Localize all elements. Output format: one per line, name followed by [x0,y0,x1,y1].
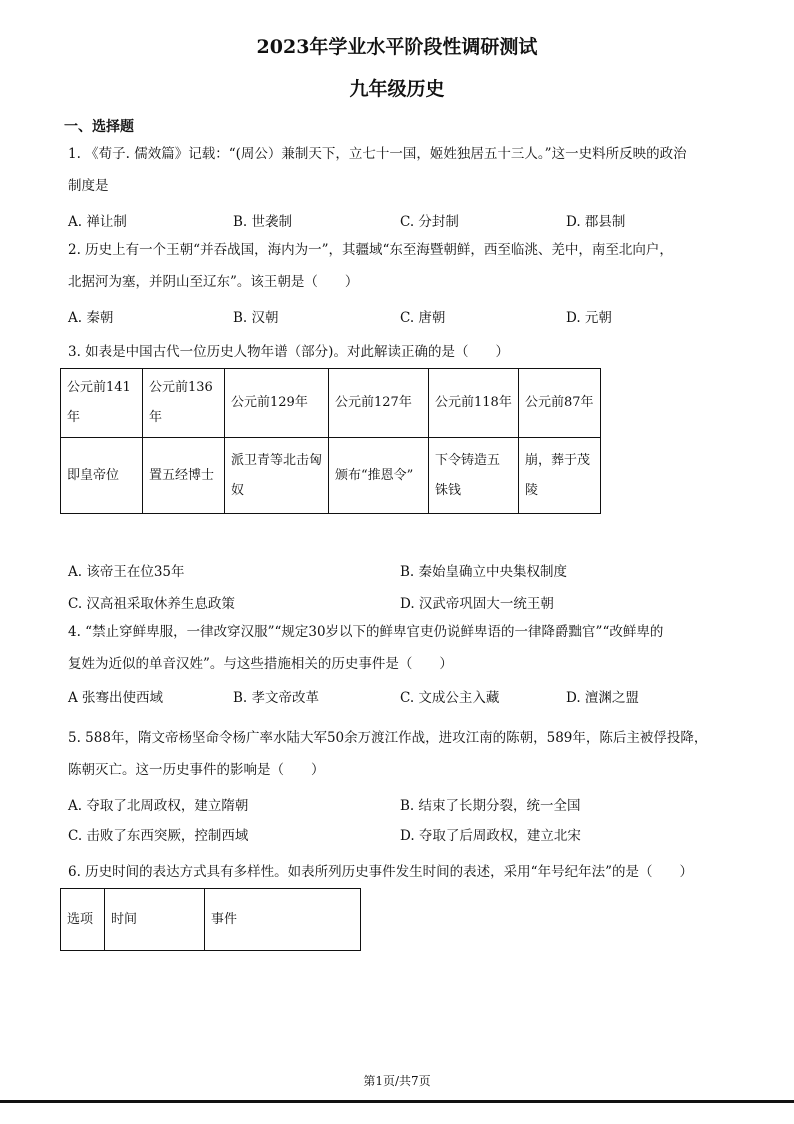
table-row [61,369,601,438]
page-number: 第1页/共7页 [363,1074,431,1088]
question-2-line-1: 2. 历史上有一个王朝“并吞战国，海内为一”，其疆域“东至海暨朝鲜，西至临洮、羌中，南至北向户， [68,242,673,258]
q3-option-a[interactable]: A. 该帝王在位35年 [68,564,185,580]
q3-option-b[interactable]: B. 秦始皇确立中央集权制度 [400,564,568,580]
chronology-table [60,368,601,514]
table-cell-event: 即皇帝位 [61,438,143,514]
bottom-rule [0,1100,794,1103]
q5-option-a[interactable]: A. 夺取了北周政权，建立隋朝 [68,798,249,814]
q2-option-a[interactable]: A. 秦朝 [68,310,114,326]
q1-option-a[interactable]: A. 禅让制 [68,214,127,230]
q3-option-d[interactable]: D. 汉武帝巩固大一统王朝 [400,596,554,612]
q2-option-c[interactable]: C. 唐朝 [400,310,446,326]
table-cell-event: 置五经博士 [143,438,225,514]
q2-option-b[interactable]: B. 汉朝 [233,310,279,326]
section-heading: 一、选择题 [64,119,134,135]
q4-option-c[interactable]: C. 文成公主入藏 [400,690,500,706]
table-header-event: 事件 [205,889,361,951]
table-cell-year: 公元前127年 [329,369,429,438]
table-row [61,438,601,514]
q1-option-d[interactable]: D. 郡县制 [566,214,626,230]
question-6-line-1: 6. 历史时间的表达方式具有多样性。如表所列历史事件发生时间的表述，采用“年号纪年法”的是（ ） [68,864,693,880]
q5-option-b[interactable]: B. 结束了长期分裂，统一全国 [400,798,581,814]
question-5-line-2: 陈朝灭亡。这一历史事件的影响是（ ） [68,762,325,778]
question-4-line-1: 4. “禁止穿鲜卑服，一律改穿汉服”“规定30岁以下的鲜卑官吏仍说鲜卑语的一律降爵黜官”“改鲜卑的 [68,624,664,640]
table-cell-event: 派卫青等北击匈奴 [225,438,329,514]
table-cell-year: 公元前87年 [519,369,601,438]
table-cell-event: 崩，葬于茂陵 [519,438,601,514]
q4-option-a[interactable]: A 张骞出使西域 [68,690,164,706]
q4-option-b[interactable]: B. 孝文帝改革 [233,690,320,706]
q5-option-c[interactable]: C. 击败了东西突厥，控制西域 [68,828,249,844]
q1-option-b[interactable]: B. 世袭制 [233,214,293,230]
page-title: 2023年学业水平阶段性调研测试 [256,36,538,58]
q4-option-d[interactable]: D. 澶渊之盟 [566,690,639,706]
events-table [60,888,361,951]
q1-option-c[interactable]: C. 分封制 [400,214,459,230]
table-cell-year: 公元前129年 [225,369,329,438]
question-5-line-1: 5. 588年，隋文帝杨坚命令杨广率水陆大军50余万渡江作战，进攻江南的陈朝，589年，陈后主被俘投降， [68,730,708,746]
table-cell-year: 公元前136年 [143,369,225,438]
table-row [61,889,361,951]
page-subtitle: 九年级历史 [349,78,445,100]
table-cell-event: 下令铸造五铢钱 [429,438,519,514]
question-1-line-1: 1. 《荀子. 儒效篇》记载：“(周公）兼制天下，立七十一国，姬姓独居五十三人。”这一史料所反映的政治 [68,146,687,162]
table-header-option: 选项 [61,889,105,951]
question-4-line-2: 复姓为近似的单音汉姓”。与这些措施相关的历史事件是（ ） [68,656,453,672]
question-2-line-2: 北据河为塞，并阴山至辽东”。该王朝是（ ） [68,274,359,290]
table-cell-year: 公元前141年 [61,369,143,438]
table-cell-year: 公元前118年 [429,369,519,438]
q2-option-d[interactable]: D. 元朝 [566,310,612,326]
table-cell-event: 颁布“推恩令” [329,438,429,514]
question-1-line-2: 制度是 [68,178,109,194]
table-header-time: 时间 [105,889,205,951]
q5-option-d[interactable]: D. 夺取了后周政权，建立北宋 [400,828,581,844]
q3-option-c[interactable]: C. 汉高祖采取休养生息政策 [68,596,235,612]
question-3-line-1: 3. 如表是中国古代一位历史人物年谱（部分)。对此解读正确的是（ ） [68,344,509,360]
